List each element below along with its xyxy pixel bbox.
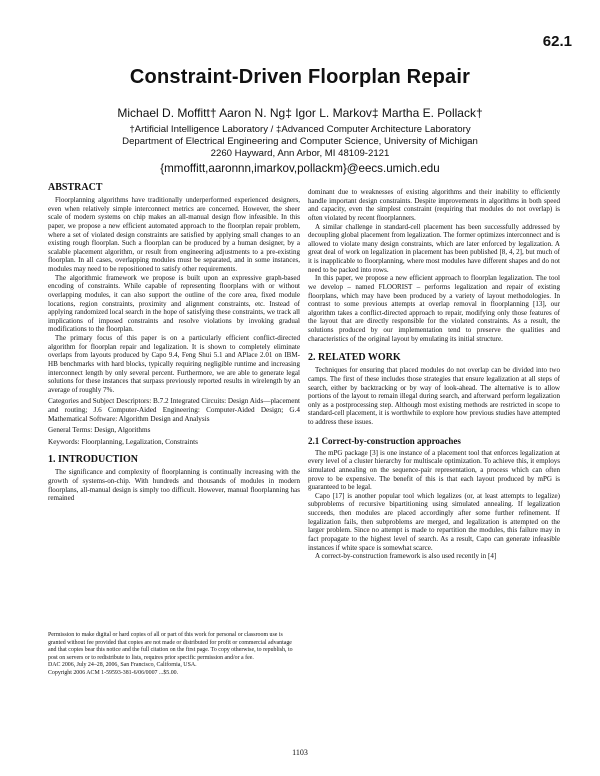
related-work-paragraph: Techniques for ensuring that placed modules do not overlap can be divided into two camps. The first of these includes those strategies that ensure legalization at all steps of search, either by backtracking or by way of look-ahead. The alternative is to allow portions of the layout to remain illegal during search, and afterward perform legalization only as a postprocessing step. Although most existing methods are restricted in scope to standard-cell placement, it is worthwhile to explore how previous studies have attempted to address these issues. <box>308 366 560 426</box>
conference-line: DAC 2006, July 24–28, 2006, San Francisco, California, USA. <box>48 662 197 668</box>
abstract-paragraph: The algorithmic framework we propose is built upon an expressive graph-based encoding of constraints. While capable of representing floorplans with or without overlapping modules, it can also support the outline of the core area, fixed module locations, region constraints, proximity and alignment constraints, etc. Instead of applying randomized local search in the hope of satisfying these constraints, we track all implications of imposed constraints and resolve violations by invoking gradual modifications to the floorplan. <box>48 273 300 334</box>
affiliation-line: Department of Electrical Engineering and Computer Science, University of Michigan <box>122 136 478 147</box>
body-paragraph: In this paper, we propose a new efficient approach to floorplan legalization. The tool we develop – named FLOORIST – performs legalization and repair of existing floorplans, which may have been produced by a variety of layout methodologies. In contrast to some previous attempts at overlap removal in floorplanning [13], our algorithm takes a conflict-directed approach to repair, modifying only those features of the layout that are directly responsible for the violated constraints. As a result, the solutions produced by our implementation tend to preserve the qualities and characteristics of the original layout by emulating its initial structure. <box>308 274 560 343</box>
copyright-line: Copyright 2006 ACM 1-59593-381-6/06/0007 ...$5.00. <box>48 669 179 676</box>
keywords: Keywords: Floorplanning, Legalization, Constraints <box>48 437 198 446</box>
body-paragraph: A similar challenge in standard-cell placement has been successfully addressed by decoupling global placement from legalization. The former optimizes interconnect and is allowed to violate many design constraints, which are later enforced by legalization. A great deal of work on legalization in placement has been published [8, 4, 2], but much of it is inapplicable to floorplanning, where most modules have different shapes and do not need to be packed into rows. <box>308 222 560 274</box>
introduction-heading: 1. INTRODUCTION <box>48 454 139 466</box>
permission-text: Permission to make digital or hard copies of all or part of this work for personal or classroom use is granted without fee provided that copies are not made or distributed for profit or commercial advantage and that copies bear this notice and the full citation on the first page. To copy otherwise, to republish, to post on servers or to redistribute to lists, requires prior specific permission and/or a fee. <box>48 632 293 661</box>
left-column <box>48 182 300 503</box>
abstract-heading: ABSTRACT <box>48 182 103 193</box>
abstract-paragraph: The primary focus of this paper is on a particularly efficient conflict-directed algorithm for floorplan repair and legalization. It is shown to completely eliminate overlaps from layouts produced by Capo 9.4, Feng Shui 5.1 and APlace 2.01 on IBM-HB benchmarks with hard blocks, typically requiring negligible runtime and increasing interconnect length by only several percent. Furthermore, we are able to generate legal solutions for these instances that surpass previously reported results in wirelength by an average of roughly 7%. <box>48 334 300 394</box>
subsection-heading: 2.1 Correct-by-construction approaches <box>308 435 461 446</box>
subsection-paragraph: Capo [17] is another popular tool which legalizes (or, at least attempts to legalize) subproblems of recursive bipartitioning using simulated annealing. If legalization succeeds, then modules are placed accordingly after some further refinement. If legalization fails, then subproblems are merged, and legalization is attempted on the larger problem. Since no attempt is made to repartition the modules, this failure may in fact propagate to the highest level of search. As a result, Capo can generate infeasible instances if white space is somewhat scarce. <box>308 491 560 552</box>
body-paragraph: dominant due to weaknesses of existing algorithms and their inability to efficiently handle important design constraints. Despite improvements in algorithms in both speed and capacity, even the simplest constraint (requiring that modules do not overlap) is often violated by recent floorplanners. <box>308 188 560 222</box>
affiliation-line: 2260 Hayward, Ann Arbor, MI 48109-2121 <box>210 148 390 159</box>
affiliations <box>0 124 600 160</box>
introduction-paragraph: The significance and complexity of floorplanning is continually increasing with the growth of systems-on-chip. With hundreds and thousands of modules in modern floorplans, all-manual design is simply too difficult. However, manual floorplanning has remained <box>48 468 300 503</box>
general-terms: General Terms: Design, Algorithms <box>48 426 151 435</box>
subsection-paragraph: A correct-by-construction framework is also used recently in [4] <box>315 552 497 561</box>
subsection-paragraph: The mPG package [3] is one instance of a placement tool that enforces legalization at every level of a cluster hierarchy for multiscale optimization. To achieve this, it employs simulated annealing on the sequence-pair representation, a process which can often prove to be expensive. The benefit of this is that each layout produced by mPG is guaranteed to be legal. <box>308 448 560 492</box>
paper-title: Constraint-Driven Floorplan Repair <box>129 66 471 88</box>
permission-notice <box>48 632 300 677</box>
page-number: 1103 <box>292 748 308 757</box>
abstract-paragraph: Floorplanning algorithms have traditionally underperformed experienced designers, even when relatively simple interconnect metrics are concerned. However, the sheer scale of modern systems on chip makes an all-manual design flow infeasible. In this paper, we propose a new efficient automated approach to the floorplan repair problem, where a set of violated design constraints are satisfied by applying small changes to an existing rough floorplan. Such a floorplan can be produced by a human designer, by a scalable placement algorithm, or result from engineering adjustments to a pre-existing floorplan. In all cases, overlapping modules must be separated, and in some instances, modules may need to be repositioned to satisfy other requirements. <box>48 196 300 273</box>
affiliation-line: †Artificial Intelligence Laboratory / ‡Advanced Computer Architecture Laboratory <box>129 124 471 135</box>
author-list: Michael D. Moffitt† Aaron N. Ng‡ Igor L. Markov‡ Martha E. Pollack† <box>117 106 483 120</box>
session-number: 62.1 <box>542 33 572 50</box>
right-column <box>308 188 560 561</box>
author-emails: {mmoffitt,aaronnn,imarkov,pollackm}@eecs.umich.edu <box>160 162 440 175</box>
related-work-heading: 2. RELATED WORK <box>308 352 401 364</box>
categories-descriptors: Categories and Subject Descriptors: B.7.2 Integrated Circuits: Design Aids—placement and routing; J.6 Computer-Aided Engineering: Computer-Aided Design; G.4 Mathematical Software: Algorithm Design and Analysis <box>48 397 300 423</box>
